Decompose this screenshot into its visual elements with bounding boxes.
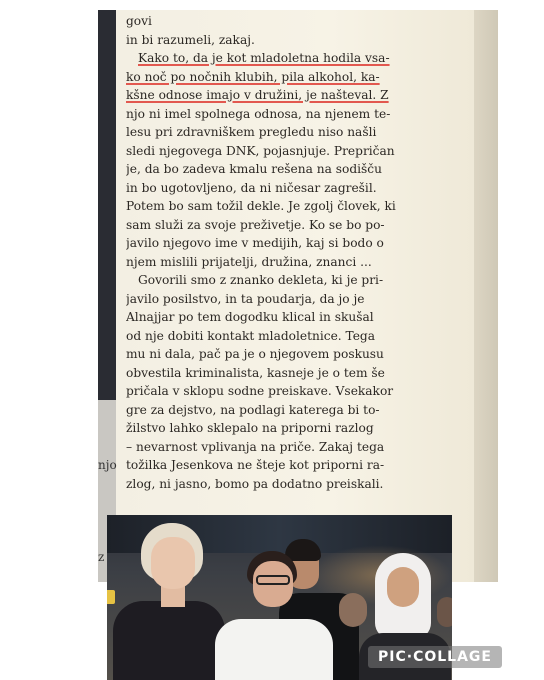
article-line: Govorili smo z znanko dekleta, ki je pri- bbox=[138, 273, 384, 287]
article-line: govi bbox=[126, 14, 152, 28]
margin-fragment: njo bbox=[98, 458, 117, 472]
article-line: pričala v sklopu sodne preiskave. Vsekakor bbox=[126, 384, 394, 398]
glasses-icon bbox=[256, 575, 290, 585]
article-line: njo ni imel spolnega odnosa, na njenem te- bbox=[126, 106, 391, 121]
person-background bbox=[437, 597, 452, 627]
article-line: sam služi za svoje preživetje. Ko se bo po- bbox=[126, 217, 385, 232]
article-line: je, da bo zadeva kmalu rešena na sodišču bbox=[126, 162, 382, 176]
margin-fragment: z bbox=[98, 550, 105, 564]
article-line: od nje dobiti kontakt mladoletnice. Tega bbox=[126, 328, 375, 343]
article-line: njem mislili prijatelji, družina, znanci ... bbox=[126, 254, 372, 269]
article-line: mu ni dala, pač pa je o njegovem poskusu bbox=[126, 347, 384, 361]
person-woman-glasses bbox=[215, 619, 333, 680]
article-line bbox=[126, 86, 438, 105]
article-line: žilstvo lahko sklepalo na priporni razlog bbox=[126, 421, 374, 435]
person-background bbox=[339, 593, 367, 627]
pic-collage-watermark: PIC·COLLAGE bbox=[368, 646, 502, 668]
person-woman-blonde-face bbox=[151, 537, 195, 589]
article-line: javilo posilstvo, in ta poudarja, da jo je bbox=[126, 291, 365, 306]
person-woman-headscarf-face bbox=[387, 567, 419, 607]
book-spine-shadow bbox=[98, 10, 116, 400]
article-line: in bo ugotovljeno, da ni ničesar zagrešil. bbox=[126, 180, 377, 195]
article-line: zlog, ni jasno, bomo pa dodatno preiskali. bbox=[126, 476, 384, 491]
person-woman-blonde bbox=[113, 601, 225, 680]
article-line: Potem bo sam tožil dekle. Je zgolj človek, ki bbox=[126, 199, 396, 213]
background-light-spot bbox=[107, 590, 115, 604]
red-underline-highlight: kšne odnose imajo v družini, je našteval. Z bbox=[126, 88, 389, 102]
article-line: javilo njegovo ime v medijih, kaj si bodo o bbox=[126, 236, 384, 250]
article-line: lesu pri zdravniškem pregledu niso našli bbox=[126, 125, 377, 139]
page-edge-shadow bbox=[474, 10, 498, 582]
article-line: obvestila kriminalista, kasneje je o tem še bbox=[126, 365, 385, 380]
article-line: Alnajjar po tem dogodku klical in skušal bbox=[126, 310, 374, 324]
article-line: sledi njegovega DNK, pojasnjuje. Prepričan bbox=[126, 143, 395, 158]
article-line bbox=[126, 68, 438, 87]
red-underline-highlight: Kako to, da je kot mladoletna hodila vsa- bbox=[138, 51, 390, 65]
magazine-page-photo bbox=[98, 10, 498, 582]
article-line bbox=[126, 49, 438, 68]
article-line: gre za dejstvo, na podlagi katerega bi to- bbox=[126, 402, 380, 417]
red-underline-highlight: ko noč po nočnih klubih, pila alkohol, ka- bbox=[126, 69, 380, 84]
article-line: in bi razumeli, zakaj. bbox=[126, 32, 255, 47]
article-text bbox=[126, 12, 438, 493]
article-line: tožilka Jesenkova ne šteje kot priporni ra- bbox=[126, 458, 385, 472]
article-line: – nevarnost vplivanja na priče. Zakaj tega bbox=[126, 439, 385, 454]
